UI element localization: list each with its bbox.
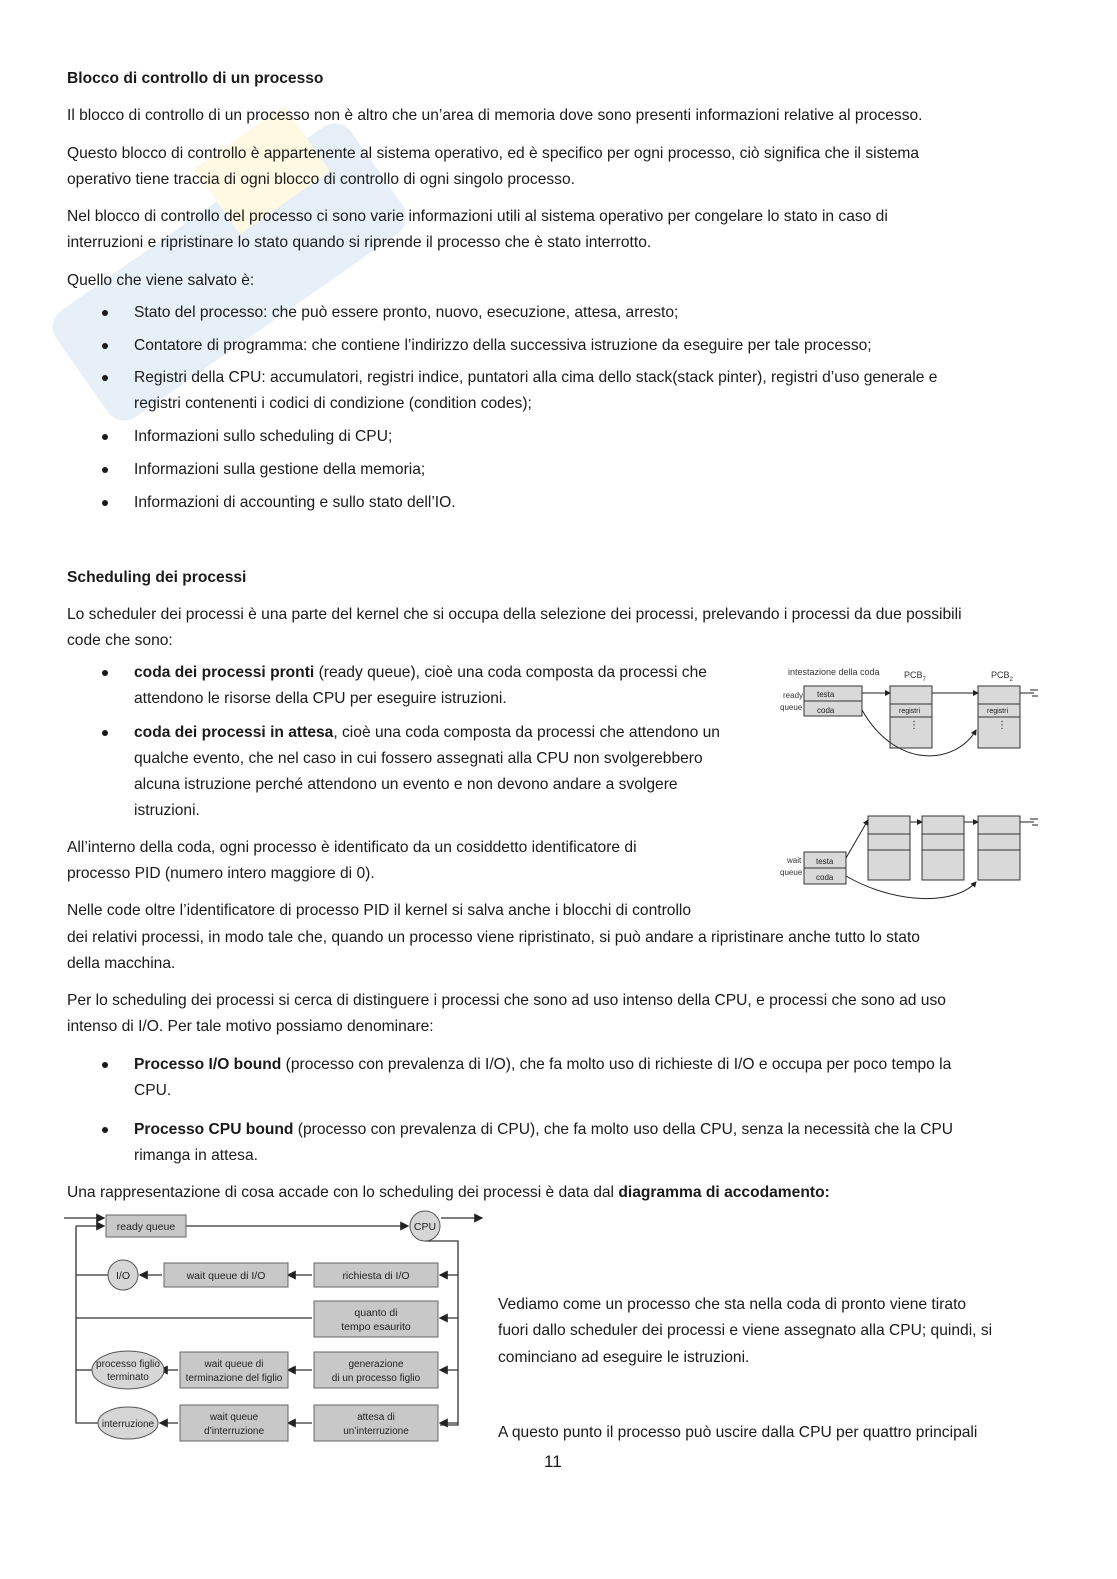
list-item (134, 660, 707, 687)
child-terminated-label: terminato (107, 1372, 149, 1383)
flow-line (76, 1226, 98, 1423)
list-item: attendono le risorse della CPU per eseguire istruzioni. (134, 690, 507, 707)
bullet-dot (102, 375, 108, 381)
bullet-dot (102, 467, 108, 473)
wait-queue-io-label: wait queue di I/O (186, 1270, 266, 1282)
paragraph: Il blocco di controllo di un processo non è altro che un’area di memoria dove sono presenti informazioni relative al processo. (67, 107, 923, 124)
list-item-text: (processo con prevalenza di CPU), che fa molto uso della CPU, senza la necessità che la CPU (293, 1121, 954, 1138)
cpu-label: CPU (413, 1221, 437, 1233)
registri-label: registri (987, 708, 1009, 715)
testa-label: testa (817, 690, 835, 699)
queueing-diagram (64, 1205, 489, 1450)
registri-label: registri (899, 708, 921, 715)
bullet-dot (102, 500, 108, 506)
paragraph: All’interno della coda, ogni processo è identificato da un cosiddetto identificatore di (67, 839, 637, 856)
bullet-dot (102, 343, 108, 349)
paragraph: intenso di I/O. Per tale motivo possiamo denominare: (67, 1018, 434, 1035)
await-interrupt-label: un’interruzione (343, 1426, 409, 1437)
queue-figure (776, 660, 1046, 905)
list-item: qualche evento, che nel caso in cui fossero assegnati alla CPU non svolgerebbero (134, 750, 703, 767)
bold-term: diagramma di accodamento: (618, 1184, 830, 1201)
wait-child-label: wait queue di (204, 1359, 264, 1370)
pcb-box (868, 816, 910, 880)
pcb-box (978, 816, 1020, 880)
wait-queue-label: wait (787, 856, 802, 865)
list-item (134, 1117, 953, 1144)
coda-label: coda (817, 706, 835, 715)
wait-interrupt-label: wait queue (209, 1412, 259, 1423)
bullet-dot (102, 1127, 108, 1133)
list-item: rimanga in attesa. (134, 1147, 258, 1164)
list-item: registri contenenti i codici di condizione (condition codes); (134, 395, 532, 412)
coda-label: coda (816, 873, 834, 882)
paragraph: Per lo scheduling dei processi si cerca di distinguere i processi che sono ad uso intenso della CPU, e processi che sono ad uso (67, 992, 946, 1009)
testa-label: testa (816, 857, 834, 866)
paragraph: Lo scheduler dei processi è una parte del kernel che si occupa della selezione dei processi, prelevando i processi da due possibili (67, 606, 962, 623)
await-interrupt-label: attesa di (357, 1412, 395, 1423)
fork-label: generazione (348, 1359, 404, 1370)
paragraph: interruzioni e ripristinare lo stato quando si riprende il processo che è stato interrotto. (67, 234, 652, 251)
paragraph: Nelle code oltre l’identificatore di processo PID il kernel si salva anche i blocchi di controllo (67, 902, 692, 919)
list-item-text: (ready queue), cioè una coda composta da processi che (314, 664, 707, 681)
paragraph: fuori dallo scheduler dei processi e viene assegnato alla CPU; quindi, si (498, 1322, 993, 1339)
bullet-dot (102, 1062, 108, 1068)
paragraph: Nel blocco di controllo del processo ci sono varie informazioni utili al sistema operativo per congelare lo stato in caso di (67, 208, 888, 225)
list-item-text: (processo con prevalenza di I/O), che fa molto uso di richieste di I/O e occupa per poco tempo la (281, 1056, 952, 1073)
pcb-subscript: 2 (1009, 677, 1013, 683)
list-item (134, 720, 720, 747)
ready-queue-label: queue (780, 703, 803, 712)
wait-child-label: terminazione del figlio (185, 1373, 283, 1384)
list-item: Informazioni sullo scheduling di CPU; (134, 428, 393, 445)
fork-label: di un processo figlio (331, 1373, 421, 1384)
section-heading-pcb: Blocco di controllo di un processo (67, 70, 324, 87)
pcb-box (922, 816, 964, 880)
null-terminator-icon (1020, 690, 1038, 696)
paragraph: della macchina. (67, 955, 176, 972)
bullet-dot (102, 434, 108, 440)
bullet-dot (102, 730, 108, 736)
ellipsis-icon: ⋮ (997, 720, 1007, 731)
bold-term: coda dei processi in attesa (134, 724, 334, 741)
paragraph: Quello che viene salvato è: (67, 272, 255, 289)
paragraph: dei relativi processi, in modo tale che, quando un processo viene ripristinato, si può andare a ripristinare anche tutto lo stato (67, 929, 920, 946)
bold-term: Processo I/O bound (134, 1056, 282, 1073)
paragraph: code che sono: (67, 632, 173, 649)
paragraph: processo PID (numero intero maggiore di 0). (67, 865, 375, 882)
ready-queue-label: ready (783, 691, 804, 700)
list-item: Informazioni di accounting e sullo stato dell’IO. (134, 494, 456, 511)
bullet-dot (102, 670, 108, 676)
list-item: Stato del processo: che può essere pronto, nuovo, esecuzione, attesa, arresto; (134, 304, 679, 321)
queue-header-label: intestazione della coda (788, 667, 880, 677)
paragraph: Vediamo come un processo che sta nella coda di pronto viene tirato (498, 1296, 967, 1313)
pcb-label (904, 670, 927, 683)
list-item: istruzioni. (134, 802, 200, 819)
bullet-dot (102, 310, 108, 316)
bold-term: Processo CPU bound (134, 1121, 294, 1138)
pcb-label-text: PCB (904, 670, 923, 680)
paragraph: Questo blocco di controllo è appartenente al sistema operativo, ed è specifico per ogni processo, ciò significa che il sistema (67, 145, 920, 162)
ellipsis-icon: ⋮ (909, 720, 919, 731)
wait-interrupt-label: d’interruzione (203, 1426, 265, 1437)
wait-queue-label: queue (780, 868, 803, 877)
pcb-subscript: 7 (922, 677, 926, 683)
list-item (134, 1052, 951, 1079)
paragraph (67, 1180, 830, 1207)
ready-queue-label: ready queue (116, 1221, 176, 1233)
time-slice-label: quanto di (354, 1307, 398, 1319)
io-request-label: richiesta di I/O (342, 1270, 410, 1282)
null-terminator-icon (1020, 819, 1038, 825)
list-item: Informazioni sulla gestione della memoria; (134, 461, 426, 478)
pcb-label (991, 670, 1014, 683)
time-slice-label: tempo esaurito (341, 1321, 411, 1333)
list-item: Contatore di programma: che contiene l’indirizzo della successiva istruzione da eseguire per tale processo; (134, 337, 872, 354)
bold-term: coda dei processi pronti (134, 664, 315, 681)
pointer-arrow (846, 820, 868, 858)
paragraph: A questo punto il processo può uscire dalla CPU per quattro principali (498, 1424, 978, 1441)
paragraph: operativo tiene traccia di ogni blocco di controllo di ogni singolo processo. (67, 171, 575, 188)
list-item: CPU. (134, 1082, 172, 1099)
page-number: 11 (544, 1452, 562, 1471)
interrupt-label: interruzione (101, 1419, 155, 1430)
section-heading-scheduling: Scheduling dei processi (67, 569, 247, 586)
io-label: I/O (115, 1270, 131, 1282)
list-item: alcuna istruzione perché attendono un evento e non devono andare a svolgere (134, 776, 678, 793)
pcb-label-text: PCB (991, 670, 1010, 680)
paragraph-text: Una rappresentazione di cosa accade con lo scheduling dei processi è data dal (67, 1184, 619, 1201)
child-terminated-node (92, 1351, 164, 1389)
paragraph: cominciano ad eseguire le istruzioni. (498, 1349, 750, 1366)
child-terminated-label: processo figlio (96, 1359, 160, 1370)
list-item: Registri della CPU: accumulatori, registri indice, puntatori alla cima dello stack(stack pinter), registri d’uso generale e (134, 369, 938, 386)
list-item-text: , cioè una coda composta da processi che attendono un (333, 724, 720, 741)
